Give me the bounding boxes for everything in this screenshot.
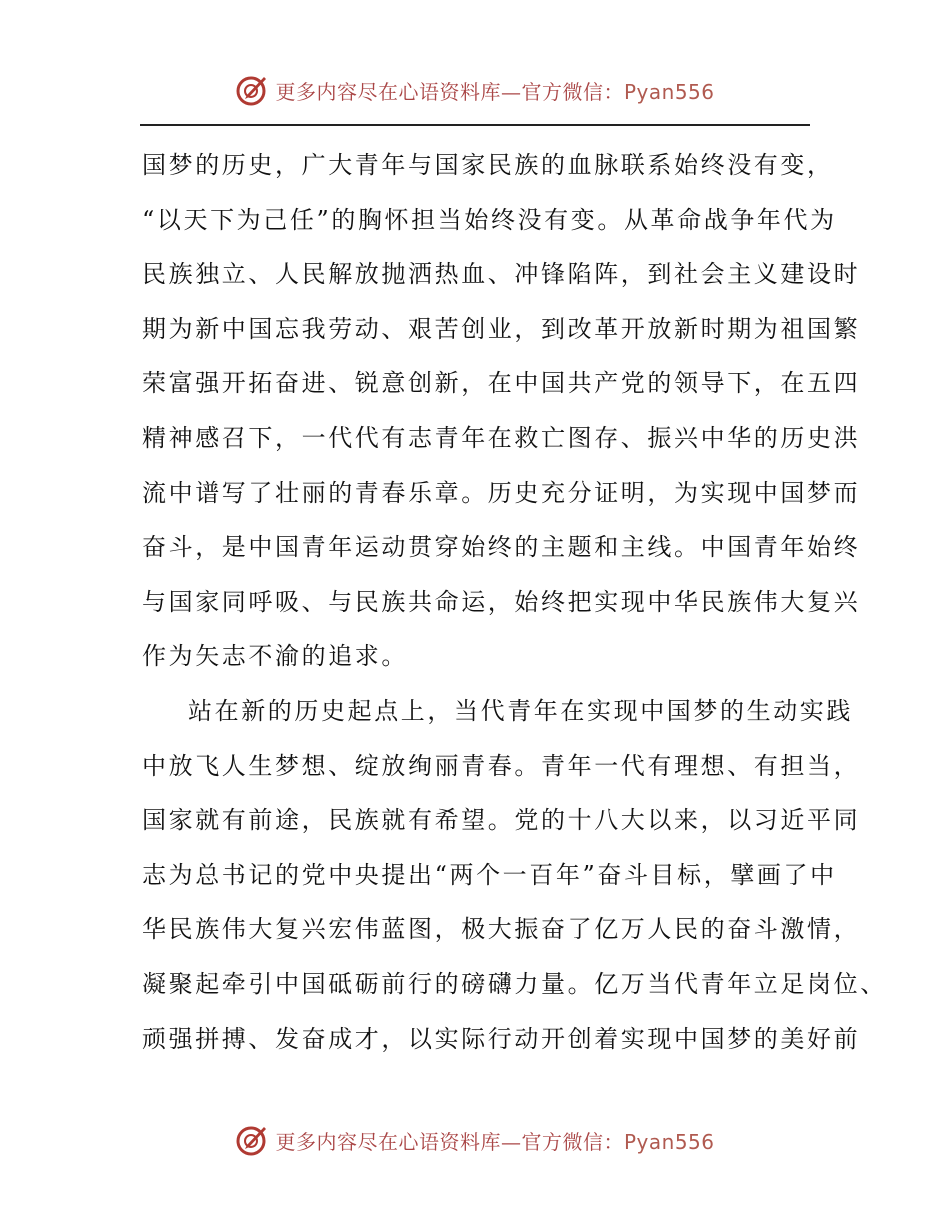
text-line: “以天下为己任”的胸怀担当始终没有变。从革命战争年代为 <box>142 205 837 234</box>
footer-wechat-label: 官方微信： <box>521 1129 624 1154</box>
footer-banner-title: 更多内容尽在心语资料库 <box>275 1129 501 1154</box>
text-line: 中放飞人生梦想、绽放绚丽青春。青年一代有理想、有担当， <box>142 751 861 780</box>
header-wechat-label: 官方微信： <box>521 79 624 104</box>
footer-banner-text <box>275 1126 714 1155</box>
quill-pen-logo-icon <box>235 1123 269 1157</box>
text-line: 精神感召下，一代代有志青年在救亡图存、振兴中华的历史洪 <box>142 423 861 452</box>
footer-banner-inner <box>235 1123 714 1157</box>
text-line: 与国家同呼吸、与民族共命运，始终把实现中华民族伟大复兴 <box>142 587 861 616</box>
footer-banner-dash: — <box>500 1129 522 1154</box>
text-line: 顽强拼搏、发奋成才，以实际行动开创着实现中国梦的美好前 <box>142 1024 861 1053</box>
text-line: 凝聚起牵引中国砥砺前行的磅礴力量。亿万当代青年立足岗位、 <box>142 969 887 998</box>
header-wechat-id: Pyan556 <box>623 79 715 104</box>
footer-wechat-id: Pyan556 <box>623 1129 715 1154</box>
header-divider <box>140 124 810 126</box>
text-line: 荣富强开拓奋进、锐意创新，在中国共产党的领导下，在五四 <box>142 369 861 398</box>
text-line: 作为矢志不渝的追求。 <box>142 642 408 671</box>
paragraph-start-line: 站在新的历史起点上，当代青年在实现中国梦的生动实践 <box>188 696 853 725</box>
header-banner-title: 更多内容尽在心语资料库 <box>275 79 501 104</box>
text-line: 流中谱写了壮丽的青春乐章。历史充分证明，为实现中国梦而 <box>142 478 861 507</box>
text-line: 奋斗，是中国青年运动贯穿始终的主题和主线。中国青年始终 <box>142 533 861 562</box>
text-line: 民族独立、人民解放抛洒热血、冲锋陷阵，到社会主义建设时 <box>142 260 861 289</box>
footer-banner <box>0 1120 950 1160</box>
text-line: 志为总书记的党中央提出“两个一百年”奋斗目标，擘画了中 <box>142 860 837 889</box>
text-line: 国梦的历史，广大青年与国家民族的血脉联系始终没有变， <box>142 151 834 179</box>
document-body <box>142 138 887 1066</box>
quill-pen-logo-icon <box>235 73 269 107</box>
header-banner-text <box>275 76 714 105</box>
text-line: 华民族伟大复兴宏伟蓝图，极大振奋了亿万人民的奋斗激情， <box>142 915 861 944</box>
header-banner-inner <box>235 73 714 107</box>
text-line: 期为新中国忘我劳动、艰苦创业，到改革开放新时期为祖国繁 <box>142 314 861 343</box>
text-line: 国家就有前途，民族就有希望。党的十八大以来，以习近平同 <box>142 806 861 835</box>
header-banner-dash: — <box>500 79 522 104</box>
header-banner <box>0 70 950 110</box>
